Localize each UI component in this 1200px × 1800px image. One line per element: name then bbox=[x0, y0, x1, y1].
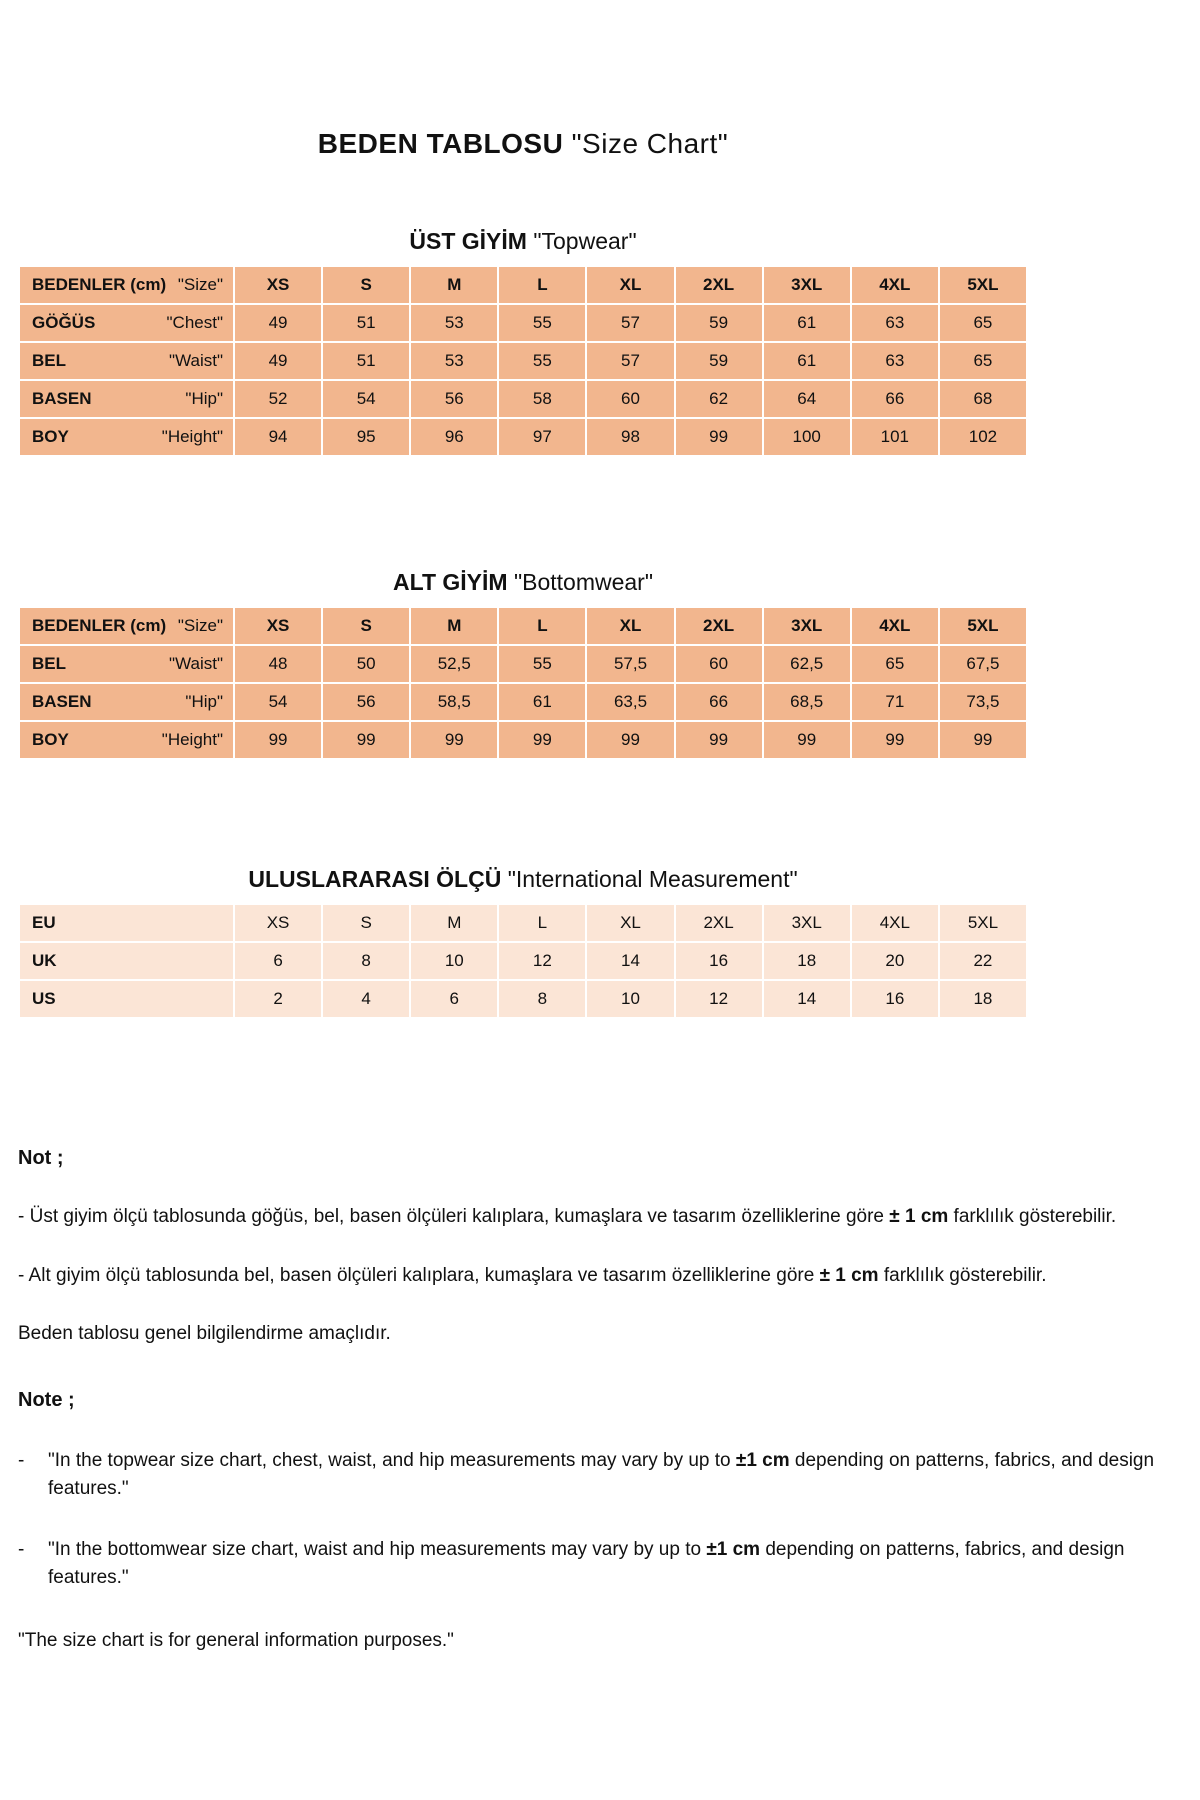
value-cell: 10 bbox=[410, 942, 498, 980]
row-label-turkish: BEDENLER (cm) bbox=[32, 275, 167, 294]
row-label-cell bbox=[19, 380, 234, 418]
page-title-english: "Size Chart" bbox=[571, 128, 729, 159]
value-cell: 53 bbox=[410, 304, 498, 342]
value-cell: 63 bbox=[851, 342, 939, 380]
value-cell: 61 bbox=[498, 683, 586, 721]
value-cell: 12 bbox=[498, 942, 586, 980]
value-cell: 60 bbox=[586, 380, 674, 418]
value-cell: 61 bbox=[763, 304, 851, 342]
value-cell: 4 bbox=[322, 980, 410, 1018]
value-cell: 58,5 bbox=[410, 683, 498, 721]
size-header-cell: S bbox=[322, 607, 410, 645]
table-row bbox=[19, 980, 1027, 1018]
bottomwear-table bbox=[18, 606, 1028, 760]
row-label-turkish: BASEN bbox=[32, 389, 92, 408]
value-cell: 63,5 bbox=[586, 683, 674, 721]
size-header-cell: L bbox=[498, 266, 586, 304]
value-cell: 56 bbox=[410, 380, 498, 418]
table-row bbox=[19, 342, 1027, 380]
value-cell: 59 bbox=[675, 342, 763, 380]
value-cell: 14 bbox=[586, 942, 674, 980]
row-label-english: "Hip" bbox=[185, 389, 223, 408]
value-cell: 18 bbox=[939, 980, 1027, 1018]
value-cell: 65 bbox=[939, 342, 1027, 380]
value-cell: 95 bbox=[322, 418, 410, 456]
value-cell: 2 bbox=[234, 980, 322, 1018]
value-cell: 56 bbox=[322, 683, 410, 721]
value-cell: 6 bbox=[410, 980, 498, 1018]
value-cell: 50 bbox=[322, 645, 410, 683]
row-label-english: "Waist" bbox=[169, 351, 223, 370]
row-label-cell bbox=[19, 645, 234, 683]
table-header-row bbox=[19, 607, 1027, 645]
row-label-english: "Height" bbox=[161, 730, 223, 749]
size-header-cell: 2XL bbox=[675, 904, 763, 942]
size-header-cell: XL bbox=[586, 266, 674, 304]
value-cell: 68 bbox=[939, 380, 1027, 418]
table-header-row bbox=[19, 904, 1027, 942]
table-row bbox=[19, 721, 1027, 759]
row-label-cell bbox=[19, 904, 234, 942]
row-label-english: "Hip" bbox=[185, 692, 223, 711]
size-header-cell: 3XL bbox=[763, 607, 851, 645]
value-cell: 49 bbox=[234, 342, 322, 380]
row-label-cell bbox=[19, 607, 234, 645]
value-cell: 55 bbox=[498, 304, 586, 342]
international-table bbox=[18, 903, 1028, 1019]
value-cell: 51 bbox=[322, 342, 410, 380]
value-cell: 101 bbox=[851, 418, 939, 456]
value-cell: 102 bbox=[939, 418, 1027, 456]
value-cell: 96 bbox=[410, 418, 498, 456]
table-row bbox=[19, 683, 1027, 721]
table-row bbox=[19, 418, 1027, 456]
value-cell: 54 bbox=[234, 683, 322, 721]
value-cell: 58 bbox=[498, 380, 586, 418]
size-header-cell: XL bbox=[586, 904, 674, 942]
value-cell: 14 bbox=[763, 980, 851, 1018]
value-cell: 99 bbox=[410, 721, 498, 759]
value-cell: 48 bbox=[234, 645, 322, 683]
value-cell: 67,5 bbox=[939, 645, 1027, 683]
row-label-cell bbox=[19, 942, 234, 980]
row-label-turkish: GÖĞÜS bbox=[32, 313, 96, 332]
international-heading: ULUSLARARASI ÖLÇÜ "International Measurement" bbox=[248, 866, 798, 892]
value-cell: 65 bbox=[939, 304, 1027, 342]
note-paragraph-bottomwear-tr: - Alt giyim ölçü tablosunda bel, basen ölçüleri kalıplara, kumaşlara ve tasarım özelliklerine göre ± 1 cm farklılık gösterebilir. bbox=[18, 1264, 1047, 1286]
size-header-cell: M bbox=[410, 266, 498, 304]
table-row bbox=[19, 645, 1027, 683]
value-cell: 98 bbox=[586, 418, 674, 456]
value-cell: 60 bbox=[675, 645, 763, 683]
bullet-dash: - bbox=[18, 1449, 25, 1471]
value-cell: 65 bbox=[851, 645, 939, 683]
value-cell: 8 bbox=[322, 942, 410, 980]
row-label-english: "Chest" bbox=[166, 313, 223, 332]
row-label-turkish: EU bbox=[32, 913, 56, 932]
bullet-dash: - bbox=[18, 1538, 25, 1560]
value-cell: 20 bbox=[851, 942, 939, 980]
row-label-cell bbox=[19, 342, 234, 380]
row-label-turkish: US bbox=[32, 989, 56, 1008]
value-cell: 71 bbox=[851, 683, 939, 721]
note-paragraph-topwear-tr: - Üst giyim ölçü tablosunda göğüs, bel, basen ölçüleri kalıplara, kumaşlara ve tasarım özelliklerine göre ± 1 cm farklılık gösterebilir. bbox=[18, 1206, 1117, 1227]
value-cell: 68,5 bbox=[763, 683, 851, 721]
size-header-cell: S bbox=[322, 904, 410, 942]
size-header-cell: 4XL bbox=[851, 266, 939, 304]
value-cell: 55 bbox=[498, 645, 586, 683]
table-row bbox=[19, 942, 1027, 980]
row-label-turkish: BOY bbox=[32, 427, 69, 446]
value-cell: 97 bbox=[498, 418, 586, 456]
value-cell: 16 bbox=[675, 942, 763, 980]
row-label-cell bbox=[19, 418, 234, 456]
size-header-cell: L bbox=[498, 904, 586, 942]
page-title bbox=[18, 0, 1028, 160]
note-bullet-text: "In the topwear size chart, chest, waist, and hip measurements may vary by up to ±1 cm depending on patterns, fabrics, and design features." bbox=[48, 1449, 1155, 1499]
value-cell: 100 bbox=[763, 418, 851, 456]
size-header-cell: 4XL bbox=[851, 607, 939, 645]
row-label-english: "Size" bbox=[177, 275, 223, 294]
notes-turkish-footer: Beden tablosu genel bilgilendirme amaçlıdır. bbox=[18, 1323, 391, 1344]
size-header-cell: M bbox=[410, 607, 498, 645]
topwear-table bbox=[18, 265, 1028, 457]
value-cell: 99 bbox=[322, 721, 410, 759]
row-label-turkish: BEDENLER (cm) bbox=[32, 616, 167, 635]
topwear-heading: ÜST GİYİM "Topwear" bbox=[409, 228, 637, 254]
value-cell: 18 bbox=[763, 942, 851, 980]
value-cell: 8 bbox=[498, 980, 586, 1018]
value-cell: 51 bbox=[322, 304, 410, 342]
page-title-turkish: BEDEN TABLOSU bbox=[317, 128, 564, 159]
value-cell: 94 bbox=[234, 418, 322, 456]
value-cell: 99 bbox=[939, 721, 1027, 759]
value-cell: 52 bbox=[234, 380, 322, 418]
row-label-turkish: BOY bbox=[32, 730, 69, 749]
notes-english-heading: Note ; bbox=[18, 1388, 75, 1411]
value-cell: 54 bbox=[322, 380, 410, 418]
table-header-row bbox=[19, 266, 1027, 304]
value-cell: 61 bbox=[763, 342, 851, 380]
value-cell: 99 bbox=[851, 721, 939, 759]
notes-turkish-heading: Not ; bbox=[18, 1147, 64, 1169]
value-cell: 66 bbox=[675, 683, 763, 721]
row-label-cell bbox=[19, 980, 234, 1018]
value-cell: 59 bbox=[675, 304, 763, 342]
value-cell: 53 bbox=[410, 342, 498, 380]
table-row bbox=[19, 380, 1027, 418]
bottomwear-heading: ALT GİYİM "Bottomwear" bbox=[393, 569, 653, 595]
size-header-cell: S bbox=[322, 266, 410, 304]
value-cell: 66 bbox=[851, 380, 939, 418]
notes-english-footer: "The size chart is for general information purposes." bbox=[18, 1629, 454, 1651]
value-cell: 63 bbox=[851, 304, 939, 342]
value-cell: 6 bbox=[234, 942, 322, 980]
note-bullet-bottomwear-en bbox=[18, 1536, 1186, 1593]
value-cell: 99 bbox=[675, 721, 763, 759]
size-header-cell: XL bbox=[586, 607, 674, 645]
size-header-cell: 4XL bbox=[851, 904, 939, 942]
row-label-cell bbox=[19, 266, 234, 304]
size-header-cell: 5XL bbox=[939, 904, 1027, 942]
value-cell: 57 bbox=[586, 342, 674, 380]
size-header-cell: XS bbox=[234, 904, 322, 942]
row-label-turkish: UK bbox=[32, 951, 57, 970]
value-cell: 99 bbox=[586, 721, 674, 759]
note-bullet-topwear-en bbox=[18, 1447, 1186, 1504]
row-label-cell bbox=[19, 683, 234, 721]
size-header-cell: 3XL bbox=[763, 266, 851, 304]
row-label-turkish: BEL bbox=[32, 654, 66, 673]
value-cell: 64 bbox=[763, 380, 851, 418]
table-row bbox=[19, 304, 1027, 342]
row-label-turkish: BASEN bbox=[32, 692, 92, 711]
value-cell: 62 bbox=[675, 380, 763, 418]
row-label-english: "Waist" bbox=[169, 654, 223, 673]
value-cell: 99 bbox=[234, 721, 322, 759]
value-cell: 57 bbox=[586, 304, 674, 342]
size-header-cell: L bbox=[498, 607, 586, 645]
value-cell: 99 bbox=[675, 418, 763, 456]
value-cell: 16 bbox=[851, 980, 939, 1018]
row-label-turkish: BEL bbox=[32, 351, 66, 370]
size-header-cell: 2XL bbox=[675, 607, 763, 645]
row-label-cell bbox=[19, 721, 234, 759]
size-header-cell: XS bbox=[234, 607, 322, 645]
size-header-cell: 2XL bbox=[675, 266, 763, 304]
value-cell: 62,5 bbox=[763, 645, 851, 683]
size-header-cell: XS bbox=[234, 266, 322, 304]
value-cell: 49 bbox=[234, 304, 322, 342]
value-cell: 99 bbox=[498, 721, 586, 759]
note-bullet-text: "In the bottomwear size chart, waist and hip measurements may vary by up to ±1 cm depending on patterns, fabrics, and design features." bbox=[48, 1538, 1125, 1588]
value-cell: 22 bbox=[939, 942, 1027, 980]
value-cell: 99 bbox=[763, 721, 851, 759]
size-header-cell: 5XL bbox=[939, 607, 1027, 645]
value-cell: 10 bbox=[586, 980, 674, 1018]
row-label-cell bbox=[19, 304, 234, 342]
size-header-cell: 3XL bbox=[763, 904, 851, 942]
notes-section bbox=[18, 1143, 1186, 1655]
value-cell: 55 bbox=[498, 342, 586, 380]
value-cell: 52,5 bbox=[410, 645, 498, 683]
value-cell: 73,5 bbox=[939, 683, 1027, 721]
row-label-english: "Size" bbox=[177, 616, 223, 635]
value-cell: 57,5 bbox=[586, 645, 674, 683]
size-header-cell: M bbox=[410, 904, 498, 942]
row-label-english: "Height" bbox=[161, 427, 223, 446]
size-header-cell: 5XL bbox=[939, 266, 1027, 304]
value-cell: 12 bbox=[675, 980, 763, 1018]
